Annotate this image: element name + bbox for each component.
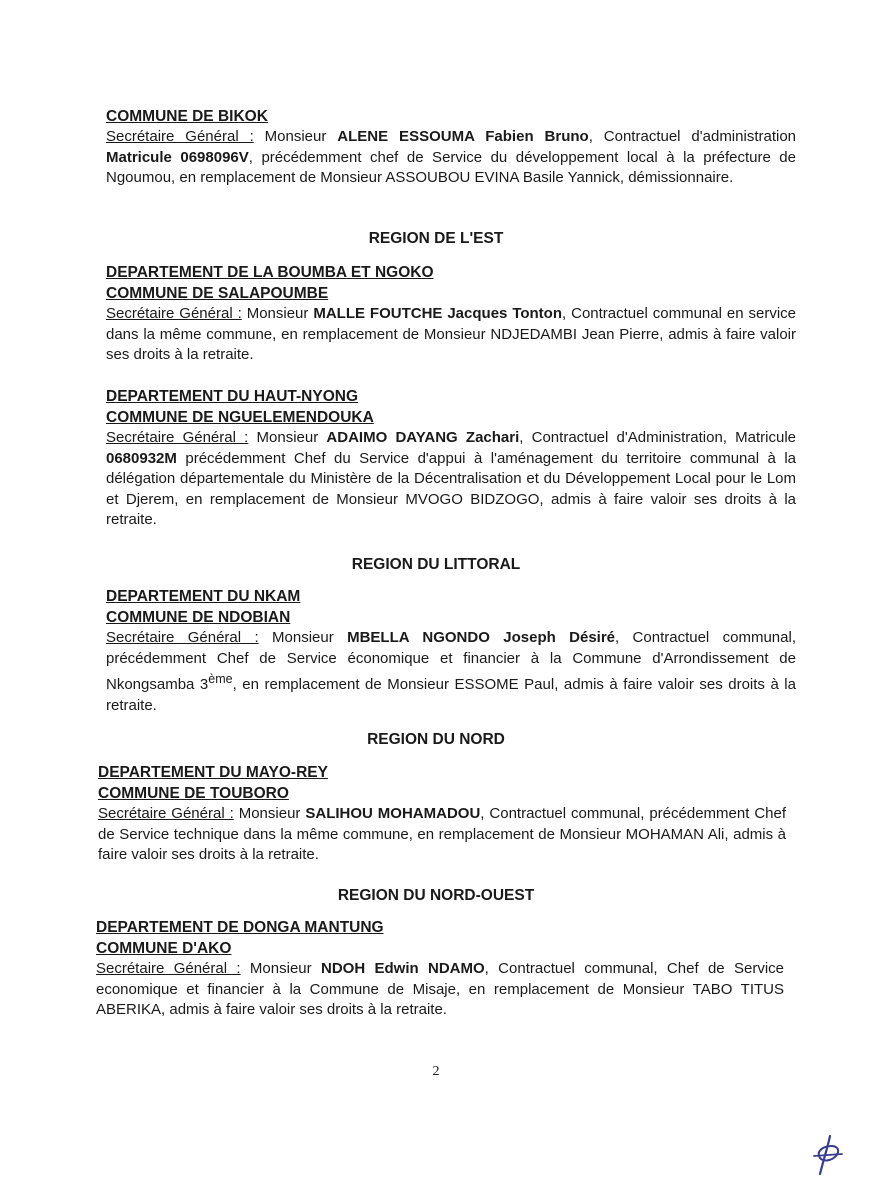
handwritten-initials-icon [808, 1132, 848, 1178]
entry-ndobian [106, 586, 796, 716]
role-label: Secrétaire Général : [106, 629, 259, 646]
entry-ako [96, 917, 784, 1021]
commune-heading: COMMUNE DE BIKOK [106, 108, 268, 125]
appointment-text: Secrétaire Général : Monsieur SALIHOU MOHAMADOU, Contractuel communal, précédemment Chef de Service technique dans la même commune, en remplacement de Monsieur MOHAMAN Ali, admis à faire valoir ses droits à la retraite. [98, 805, 787, 863]
appointee-name: NDOH Edwin NDAMO [320, 960, 485, 977]
region-heading-est: REGION DE L'EST [368, 230, 504, 247]
department-heading: DEPARTEMENT DU MAYO-REY [98, 764, 328, 781]
role-label: Secrétaire Général : [98, 805, 234, 822]
entry-salapoumbe [106, 262, 796, 366]
role-label: Secrétaire Général : [106, 305, 242, 322]
appointee-name: ADAIMO DAYANG Zachari [326, 429, 520, 446]
appointee-name: MALLE FOUTCHE Jacques Tonton [313, 305, 563, 322]
region-heading-nord-ouest: REGION DU NORD-OUEST [337, 887, 535, 904]
region-heading-nord: REGION DU NORD [367, 731, 505, 748]
role-label: Secrétaire Général : [106, 429, 249, 446]
appointment-text: Secrétaire Général : Monsieur NDOH Edwin NDAMO, Contractuel communal, Chef de Service economique et financier à la Commune de Misaje, en remplacement de Monsieur TABO TITUS ABERIKA, admis à faire valoir ses droits à la retraite. [96, 960, 785, 1018]
appointment-text: Secrétaire Général : Monsieur MALLE FOUTCHE Jacques Tonton, Contractuel communal en service dans la même commune, en remplacement de Monsieur NDJEDAMBI Jean Pierre, admis à faire valoir ses droits à la retraite. [106, 305, 797, 363]
department-heading: DEPARTEMENT DU HAUT-NYONG [106, 388, 359, 405]
entry-nguelemendouka [106, 386, 796, 531]
matricule: Matricule 0698096V [106, 148, 249, 166]
appointment-text: Secrétaire Général : Monsieur MBELLA NGONDO Joseph Désiré, Contractuel communal, précédemment Chef de Service économique et financier à la Commune d'Arrondissement de Nkongsamba 3ème, en remplacement de Monsieur ESSOME Paul, admis à faire valoir ses droits à la retraite. [106, 629, 796, 714]
appointee-name: MBELLA NGONDO Joseph Désiré [347, 629, 616, 646]
entry-touboro [98, 762, 786, 866]
appointment-text: Secrétaire Général : Monsieur ADAIMO DAYANG Zachari, Contractuel d'Administration, Matricule 0680932M précédemment Chef du Service d'appui à l'aménagement du territoire communal à la délégation départementale du Ministère de la Décentralisation et du Développement Local pour le Lom et Djerem, en remplacement de Monsieur MVOGO BIDZOGO, admis à faire valoir ses droits à la retraite. [106, 429, 797, 528]
department-heading: DEPARTEMENT DU NKAM [106, 588, 301, 605]
commune-heading: COMMUNE DE SALAPOUMBE [106, 285, 329, 302]
role-label: Secrétaire Général : [106, 128, 254, 145]
department-heading: DEPARTEMENT DE LA BOUMBA ET NGOKO [106, 264, 434, 281]
commune-heading: COMMUNE DE TOUBORO [98, 785, 289, 802]
region-heading-littoral: REGION DU LITTORAL [351, 556, 521, 573]
entry-bikok [106, 106, 796, 189]
commune-heading: COMMUNE DE NGUELEMENDOUKA [106, 409, 374, 426]
appointment-text: Secrétaire Général : Monsieur ALENE ESSOUMA Fabien Bruno, Contractuel d'administration Matricule 0698096V, précédemment chef de Service du développement local à la préfecture de Ngoumou, en remplacement de Monsieur ASSOUBOU EVINA Basile Yannick, démissionnaire. [106, 128, 797, 186]
superscript: ème [208, 672, 233, 686]
department-heading: DEPARTEMENT DE DONGA MANTUNG [96, 919, 384, 936]
commune-heading: COMMUNE D'AKO [96, 940, 232, 957]
appointee-name: SALIHOU MOHAMADOU [305, 805, 481, 822]
appointee-name: ALENE ESSOUMA Fabien Bruno [337, 128, 589, 145]
commune-heading: COMMUNE DE NDOBIAN [106, 609, 291, 626]
role-label: Secrétaire Général : [96, 960, 241, 977]
page-number: 2 [432, 1064, 440, 1079]
matricule: 0680932M [106, 449, 177, 467]
